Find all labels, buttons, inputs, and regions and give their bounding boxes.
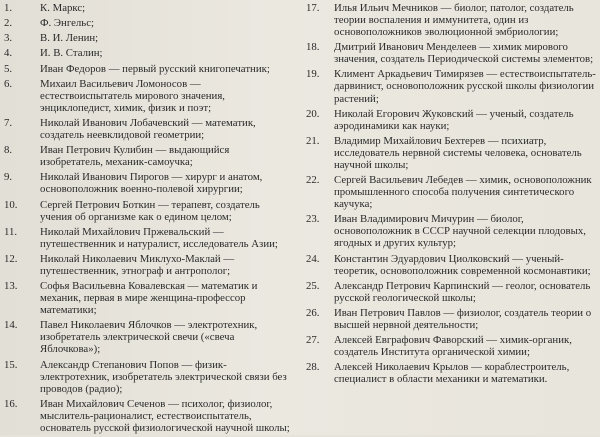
- item-text: Константин Эдуардович Циолковский — ученый-теоретик, основоположник современной космонавтики;: [334, 252, 591, 277]
- item-number: 11.: [4, 225, 18, 238]
- list-item: [306, 174, 596, 210]
- list-item: [306, 135, 596, 171]
- item-text: Владимир Михайлович Бехтерев — психиатр, исследователь нервной системы человека, основатель научной школы;: [334, 134, 582, 171]
- item-number: 18.: [306, 41, 320, 54]
- item-text: Николай Иванович Лобачевский — математик, создатель неевклидовой геометрии;: [40, 116, 256, 141]
- item-number: 8.: [4, 144, 13, 157]
- item-number: 20.: [306, 107, 320, 120]
- item-number: 15.: [4, 358, 18, 371]
- item-text: Николай Иванович Пирогов — хирург и анатом, основоположник военно-полевой хирургии;: [40, 171, 263, 196]
- item-text: Александр Степанович Попов — физик-электротехник, изобретатель электрической связи без проводов (радио);: [40, 358, 287, 395]
- item-text: Иван Михайлович Сеченов — психолог, физиолог, мыслитель-рационалист, естествоиспытатель, основатель русской физиологической научной школы;: [40, 397, 290, 434]
- list-item: [4, 280, 294, 316]
- item-number: 27.: [306, 334, 320, 347]
- item-text: И. В. Сталин;: [40, 47, 103, 60]
- list-item: [306, 108, 596, 132]
- item-text: Илья Ильич Мечников — биолог, патолог, создатель теории воспаления и иммунитета, один из основоположников эволюционной эмбриологии;: [334, 2, 574, 39]
- item-text: В. И. Ленин;: [40, 32, 99, 45]
- item-text: Ф. Энгельс;: [40, 17, 95, 30]
- item-text: К. Маркс;: [40, 2, 86, 14]
- item-number: 26.: [306, 306, 320, 319]
- item-text: Павел Николаевич Яблочков — электротехник, изобретатель электрической свечи («свеча Яблочкова»);: [40, 319, 258, 356]
- item-number: 6.: [4, 77, 13, 90]
- list-item: [306, 41, 596, 65]
- list-item: [4, 2, 294, 14]
- list-item: [4, 226, 294, 250]
- list-item: [4, 117, 294, 141]
- item-number: 1.: [4, 2, 13, 14]
- list-item: [4, 144, 294, 168]
- list-item: [306, 280, 596, 304]
- item-number: 23.: [306, 213, 320, 226]
- list-item: [306, 361, 596, 385]
- item-number: 12.: [4, 252, 18, 265]
- item-number: 22.: [306, 174, 320, 187]
- item-text: Климент Аркадьевич Тимирязев — естествоиспытатель-дарвинист, основоположник русской школы физиологии растений;: [334, 68, 596, 105]
- item-text: Николай Михайлович Пржевальский — путешественник и натуралист, исследователь Азии;: [40, 225, 278, 250]
- list-item: [4, 171, 294, 195]
- item-number: 10.: [4, 198, 18, 211]
- item-number: 16.: [4, 397, 18, 410]
- item-text: Николай Николаевич Миклухо-Маклай — путешественник, этнограф и антрополог;: [40, 252, 235, 277]
- item-text: Сергей Васильевич Лебедев — химик, основоположник промышленного способа получения синтетического каучука;: [334, 174, 592, 211]
- list-item: [4, 359, 294, 395]
- item-text: Алексей Николаевич Крылов — кораблестроитель, специалист в области механики и математики.: [334, 361, 570, 386]
- list-item: [4, 78, 294, 114]
- list-item: [4, 47, 294, 59]
- list-item: [306, 253, 596, 277]
- item-number: 19.: [306, 68, 320, 81]
- item-text: Иван Владимирович Мичурин — биолог, основоположник в СССР научной селекции плодовых, ягодных и других культур;: [334, 213, 586, 250]
- item-number: 13.: [4, 280, 18, 293]
- item-text: Иван Петрович Кулибин — выдающийся изобретатель, механик-самоучка;: [40, 144, 230, 169]
- item-number: 5.: [4, 62, 13, 75]
- list-item: [4, 253, 294, 277]
- list-item: [4, 319, 294, 355]
- item-text: Иван Федоров — первый русский книгопечатник;: [40, 62, 270, 75]
- item-number: 24.: [306, 252, 320, 265]
- right-column: [306, 2, 596, 388]
- item-text: Михаил Васильевич Ломоносов — естествоиспытатель мирового значения, энциклопедист, химик, физик и поэт;: [40, 77, 225, 114]
- item-number: 4.: [4, 47, 13, 60]
- item-number: 3.: [4, 32, 13, 45]
- item-text: Иван Петрович Павлов — физиолог, создатель теории о высшей нервной деятельности;: [334, 306, 592, 331]
- item-number: 7.: [4, 116, 13, 129]
- list-item: [306, 2, 596, 38]
- item-number: 25.: [306, 279, 320, 292]
- list-item: [4, 17, 294, 29]
- left-column: [4, 2, 294, 437]
- item-text: Александр Петрович Карпинский — геолог, основатель русской геологической школы;: [334, 279, 591, 304]
- item-number: 2.: [4, 17, 13, 30]
- item-text: Дмитрий Иванович Менделеев — химик мирового значения, создатель Периодической системы элементов;: [334, 41, 594, 66]
- item-number: 9.: [4, 171, 13, 184]
- list-item: [306, 334, 596, 358]
- item-text: Алексей Евграфович Фаворский — химик-органик, создатель Института органической химии;: [334, 334, 572, 359]
- item-text: Сергей Петрович Боткин — терапевт, создатель учения об организме как о едином целом;: [40, 198, 260, 223]
- list-item: [306, 307, 596, 331]
- item-number: 28.: [306, 361, 320, 374]
- item-text: Николай Егорович Жуковский — ученый, создатель аэродинамики как науки;: [334, 107, 574, 132]
- item-number: 14.: [4, 319, 18, 332]
- item-number: 21.: [306, 134, 320, 147]
- list-item: [4, 398, 294, 434]
- item-text: Софья Васильевна Ковалевская — математик и механик, первая в мире женщина-профессор математики;: [40, 280, 258, 317]
- list-item: [4, 63, 294, 75]
- item-number: 17.: [306, 2, 320, 14]
- list-item: [306, 213, 596, 249]
- list-item: [4, 199, 294, 223]
- list-item: [4, 32, 294, 44]
- list-item: [306, 68, 596, 104]
